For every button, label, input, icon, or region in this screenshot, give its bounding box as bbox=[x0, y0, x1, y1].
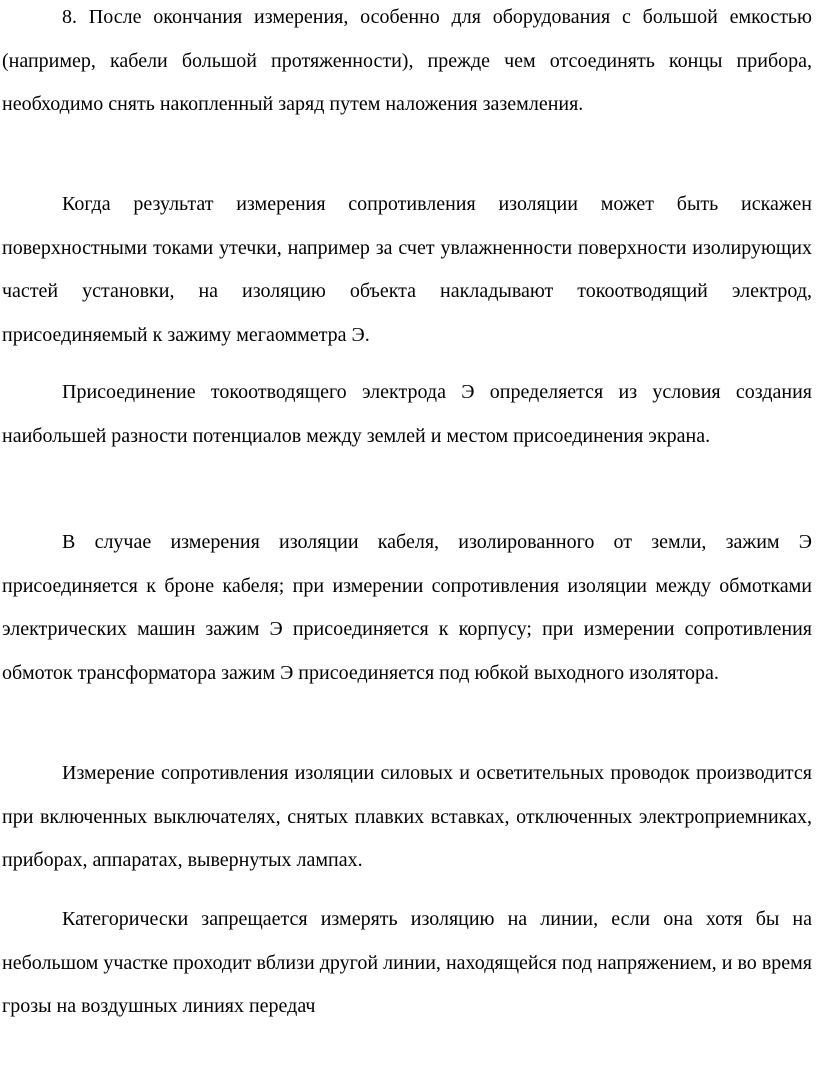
paragraph-wiring-measurement-conditions: Измерение сопротивления изоляции силовых и осветительных проводок производится при включенных выключателях, снятых плавких вставках, отключенных электроприемниках, приборах, аппаратах, вывернутых лампах. bbox=[2, 762, 812, 871]
paragraph-leakage-currents-electrode: Когда результат измерения сопротивления изоляции может быть искажен поверхностными токами утечки, например за счет увлажненности поверхности изолирующих частей установки, на изоляцию объекта накладывают токоотводящий электрод, присоединяемый к зажиму мегаомметра Э. bbox=[2, 193, 812, 346]
paragraph-discharge-after-measurement: 8. После окончания измерения, особенно для оборудования с большой емкостью (например, кабели большой протяженности), прежде чем отсоединять концы прибора, необходимо снять накопленный заряд путем наложения заземления. bbox=[2, 6, 812, 115]
paragraph-electrode-connection: Присоединение токоотводящего электрода Э определяется из условия создания наибольшей разности потенциалов между землей и местом присоединения экрана. bbox=[2, 381, 812, 447]
paragraph-measurement-prohibition: Категорически запрещается измерять изоляцию на линии, если она хотя бы на небольшом участке проходит вблизи другой линии, находящейся под напряжением, и во время грозы на воздушных линиях передач bbox=[2, 908, 812, 1017]
paragraph-clamp-connection-cases: В случае измерения изоляции кабеля, изолированного от земли, зажим Э присоединяется к броне кабеля; при измерении сопротивления изоляции между обмотками электрических машин зажим Э присоединяется к корпусу; при измерении сопротивления обмоток трансформатора зажим Э присоединяется под юбкой выходного изолятора. bbox=[2, 531, 812, 684]
